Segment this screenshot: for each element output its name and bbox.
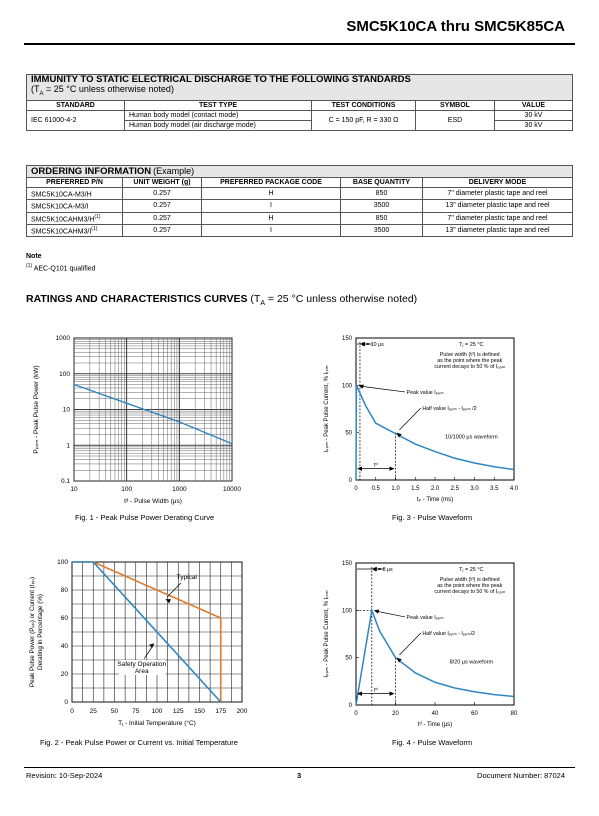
x-axis-label: tᵈ - Time (μs) xyxy=(417,722,453,728)
col-header: DELIVERY MODE xyxy=(423,178,573,188)
ordering-table xyxy=(26,165,573,237)
tj-label: Tⱼ = 25 °C xyxy=(459,567,484,573)
pn-cell: SMC5K10CA-M3/I xyxy=(27,200,123,212)
section-title: RATINGS AND CHARACTERISTICS CURVES ($T_A = 25$ °C unless otherwise noted) xyxy=(26,293,418,308)
x-tick-label: 125 xyxy=(172,708,184,715)
y-tick-label: 1 xyxy=(66,442,70,450)
y-tick-label: 0 xyxy=(348,478,352,484)
col-header: BASE QUANTITY xyxy=(341,178,423,188)
x-tick-label: 10 xyxy=(70,486,78,493)
col-header: VALUE xyxy=(495,100,573,110)
tj-label: Tⱼ = 25 °C xyxy=(459,342,484,348)
note-title: Note xyxy=(26,253,42,260)
y-tick-label: 10 xyxy=(62,406,70,414)
fig3-caption: Fig. 3 - Pulse Waveform xyxy=(392,513,473,522)
immunity-columns xyxy=(27,100,573,110)
y-tick-label: 40 xyxy=(60,643,68,650)
immunity-title: IMMUNITY TO STATIC ELECTRICAL DISCHARGE TO THE FOLLOWING STANDARDS xyxy=(31,74,411,85)
footer-page-number: 3 xyxy=(297,771,302,780)
mode-cell: 7" diameter plastic tape and reel xyxy=(423,212,573,224)
y-tick-label: 150 xyxy=(341,561,352,567)
peak-label: Peak value Iₚₚₘ xyxy=(406,389,444,396)
x-tick-label: 200 xyxy=(236,708,248,715)
peak-label: Peak value Iₚₚₘ xyxy=(406,614,444,621)
col-header: UNIT WEIGHT (g) xyxy=(123,178,202,188)
code-cell: I xyxy=(202,200,341,212)
td-label: tᵈ xyxy=(373,462,378,469)
x-tick-label: 4.0 xyxy=(509,486,519,492)
immunity-subtitle: ($T_A = 25$ °C unless otherwise noted) xyxy=(31,84,174,97)
x-tick-label: 100 xyxy=(151,708,163,715)
waveform-label: 8/20 μs waveform xyxy=(449,659,494,666)
table-row xyxy=(27,224,573,236)
footer-rule xyxy=(24,767,575,768)
code-cell: I xyxy=(202,224,341,236)
y-tick-label: 20 xyxy=(60,671,68,678)
x-tick-label: 3.0 xyxy=(470,486,479,492)
mode-cell: 13" diameter plastic tape and reel xyxy=(423,224,573,236)
qty-cell: 850 xyxy=(341,188,423,200)
ordering-title-suffix: (Example) xyxy=(153,166,195,176)
table-row xyxy=(27,200,573,212)
fig1-caption: Fig. 1 - Peak Pulse Power Derating Curve xyxy=(75,513,215,522)
x-tick-label: 40 xyxy=(431,711,439,717)
y-axis-label: Peak Pulse Power (Pₚₚ) or Current (Iₚₚ) xyxy=(29,576,36,688)
weight-cell: 0.257 xyxy=(123,188,202,200)
mode-cell: 13" diameter plastic tape and reel xyxy=(423,200,573,212)
title-rule xyxy=(24,43,575,45)
half-label: Half value Iₚₚₘ - Iₚₚₘ /2 xyxy=(422,406,477,413)
x-tick-label: 0 xyxy=(354,486,358,492)
x-axis-label: Tⱼ - Initial Temperature (°C) xyxy=(118,720,196,727)
y-tick-label: 0.1 xyxy=(60,478,70,485)
mode-cell: 7" diameter plastic tape and reel xyxy=(423,188,573,200)
fig4-caption: Fig. 4 - Pulse Waveform xyxy=(392,738,473,747)
desc-line2: as the point where the peak xyxy=(437,583,503,589)
desc-line3: current decays to 50 % of Iₚₚₘ xyxy=(434,589,506,595)
y-tick-label: 100 xyxy=(341,383,352,390)
x-tick-label: 1000 xyxy=(172,486,187,493)
x-axis-label: tₚ - Time (ms) xyxy=(416,497,454,503)
page-title: SMC5K10CA thru SMC5K85CA xyxy=(346,18,565,35)
desc-line1: Pulse width (tᵈ) is defined xyxy=(439,577,500,583)
table-row xyxy=(27,110,573,120)
waveform-label: 10/1000 μs waveform xyxy=(444,434,498,441)
tr-label: tᵣ = 8 μs xyxy=(373,567,393,573)
fig4-chart xyxy=(316,555,576,735)
weight-cell: 0.257 xyxy=(123,224,202,236)
y-tick-label: 50 xyxy=(345,430,352,437)
table-row xyxy=(27,188,573,200)
y-axis-label: Derating in Percentage (%) xyxy=(37,594,44,670)
x-tick-label: 100 xyxy=(121,486,133,493)
immunity-header xyxy=(27,75,573,101)
value-cell: 30 kV xyxy=(495,110,573,120)
x-tick-label: 2.0 xyxy=(430,486,440,492)
y-axis-label: Pₚₚₘ - Peak Pulse Power (kW) xyxy=(33,365,40,454)
x-tick-label: 150 xyxy=(194,708,205,715)
fig1-chart xyxy=(26,330,286,510)
conditions-cell: C = 150 pF, R = 330 Ω xyxy=(312,110,416,130)
x-tick-label: 60 xyxy=(471,711,478,717)
qty-cell: 3500 xyxy=(341,200,423,212)
x-tick-label: 3.5 xyxy=(490,486,499,492)
code-cell: H xyxy=(202,212,341,224)
x-tick-label: 25 xyxy=(89,708,97,715)
col-header: STANDARD xyxy=(27,100,125,110)
test-type-cell: Human body model (air discharge mode) xyxy=(125,120,312,130)
x-tick-label: 0 xyxy=(70,708,74,715)
ordering-header xyxy=(27,166,573,178)
test-type-cell: Human body model (contact mode) xyxy=(125,110,312,120)
immunity-table xyxy=(26,74,573,131)
y-tick-label: 150 xyxy=(341,336,352,342)
tr-label: tᵣ = 10 μs xyxy=(361,342,384,348)
x-tick-label: 50 xyxy=(110,708,119,715)
x-tick-label: 20 xyxy=(392,711,399,717)
x-tick-label: 1.0 xyxy=(391,486,400,492)
y-tick-label: 1000 xyxy=(55,335,70,342)
desc-line1: Pulse width (tᵈ) is defined xyxy=(439,352,500,358)
col-header: TEST CONDITIONS xyxy=(312,100,416,110)
x-tick-label: 80 xyxy=(510,711,518,717)
pn-cell: $SMC5K10CAHM3/I^{(1)}$ xyxy=(27,224,123,236)
code-cell: H xyxy=(202,188,341,200)
typical-label: Typical xyxy=(176,573,197,581)
y-tick-label: 0 xyxy=(348,703,352,709)
y-tick-label: 100 xyxy=(59,370,70,378)
qty-cell: 3500 xyxy=(341,224,423,236)
col-header: PREFERRED PACKAGE CODE xyxy=(202,178,341,188)
fig2-caption: Fig. 2 - Peak Pulse Power or Current vs. Initial Temperature xyxy=(40,738,238,747)
ordering-title: ORDERING INFORMATION xyxy=(31,166,152,177)
standard-cell: IEC 61000-4-2 xyxy=(27,110,125,130)
y-tick-label: 60 xyxy=(60,615,68,622)
y-tick-label: 0 xyxy=(64,699,68,706)
qty-cell: 850 xyxy=(341,212,423,224)
x-tick-label: 175 xyxy=(215,708,227,715)
fig3-chart xyxy=(316,330,576,510)
col-header: TEST TYPE xyxy=(125,100,312,110)
x-axis-label: tᵈ - Pulse Width (μs) xyxy=(124,498,182,505)
td-label: tᵈ xyxy=(373,687,378,694)
safety-label-line1: Safety Operation xyxy=(117,661,167,668)
x-tick-label: 2.5 xyxy=(450,486,459,492)
x-tick-label: 0.5 xyxy=(371,486,380,492)
desc-line3: current decays to 50 % of Iₚₚₘ xyxy=(434,364,506,370)
desc-line2: as the point where the peak xyxy=(437,358,503,364)
y-tick-label: 80 xyxy=(60,587,68,594)
weight-cell: 0.257 xyxy=(123,200,202,212)
y-axis-label: Iₚₚₘ - Peak Pulse Current, % Iᵣₛₘ xyxy=(324,590,330,678)
footer-doc-number: Document Number: 87024 xyxy=(477,771,565,780)
y-tick-label: 100 xyxy=(57,559,68,566)
footer-revision: Revision: 10-Sep-2024 xyxy=(26,771,103,780)
half-label: Half value Iₚₚₘ - Iₚₚₘ/2 xyxy=(422,631,476,638)
safety-label-line2: Area xyxy=(134,668,149,675)
x-tick-label: 0 xyxy=(354,711,358,717)
x-tick-label: 10000 xyxy=(222,486,242,493)
symbol-cell: ESD xyxy=(416,110,495,130)
x-tick-label: 1.5 xyxy=(411,486,420,492)
note-text: $^{(1)}$ AEC-Q101 qualified xyxy=(26,263,96,273)
y-tick-label: 100 xyxy=(341,608,352,615)
fig2-chart xyxy=(26,555,286,735)
ordering-columns xyxy=(27,178,573,188)
value-cell: 30 kV xyxy=(495,120,573,130)
pn-cell: $SMC5K10CAHM3/H^{(1)}$ xyxy=(27,212,123,224)
weight-cell: 0.257 xyxy=(123,212,202,224)
table-row xyxy=(27,212,573,224)
y-axis-label: Iₚₚₘ - Peak Pulse Current, % Iᵣₛₘ xyxy=(324,365,330,453)
col-header: PREFERRED P/N xyxy=(27,178,123,188)
pn-cell: SMC5K10CA-M3/H xyxy=(27,188,123,200)
y-tick-label: 50 xyxy=(345,655,352,662)
x-tick-label: 75 xyxy=(132,708,140,715)
col-header: SYMBOL xyxy=(416,100,495,110)
